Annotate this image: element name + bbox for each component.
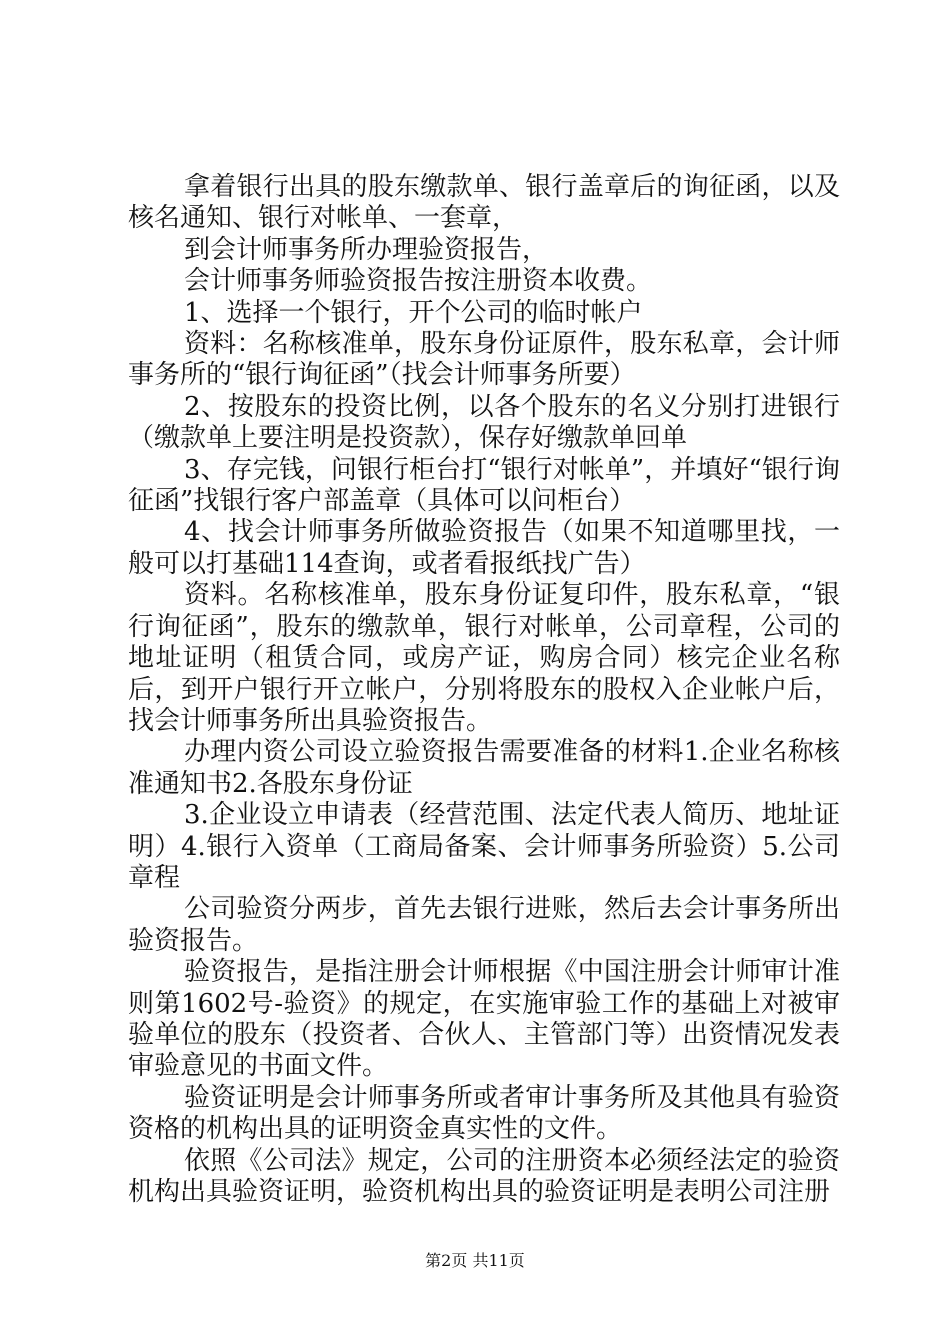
paragraph: 到会计师事务所办理验资报告， (184, 234, 549, 265)
paragraph: 拿着银行出具的股东缴款单、银行盖章后的询征函，以及核名通知、银行对帐单、一套章， (128, 172, 840, 234)
paragraph: 依照《公司法》规定，公司的注册资本必须经法定的验资机构出具验资证明，验资机构出具的验资证明是表明公司注册 (128, 1145, 840, 1207)
paragraph: 3、存完钱，问银行柜台打“银行对帐单”，并填好“银行询征函”找银行客户部盖章（具体可以问柜台） (128, 454, 840, 517)
paragraph: 资料。名称核准单，股东身份证复印件，股东私章，“银行询征函”，股东的缴款单，银行对帐单，公司章程，公司的地址证明（租赁合同，或房产证，购房合同）核完企业名称后，到开户银行开立帐户，分别将股东的股权入企业帐户后，找会计师事务所出具验资报告。 (128, 580, 840, 736)
paragraph: 2、按股东的投资比例，以各个股东的名义分别打进银行（缴款单上要注明是投资款），保存好缴款单回单 (128, 391, 840, 454)
paragraph: 验资报告，是指注册会计师根据《中国注册会计师审计准则第1602号-验资》的规定，在实施审验工作的基础上对被审验单位的股东（投资者、合伙人、主管部门等）出资情况发表审验意见的书面文件。 (128, 957, 840, 1082)
paragraph: 1、选择一个银行，开个公司的临时帐户 (184, 297, 643, 328)
page-number-footer: 第2页 共11页 (425, 1251, 525, 1270)
paragraph: 资料：名称核准单，股东身份证原件，股东私章，会计师事务所的“银行询征函”（找会计师事务所要） (128, 329, 840, 391)
paragraph: 3.企业设立申请表（经营范围、法定代表人简历、地址证明）4.银行入资单（工商局备案、会计师事务所验资）5.公司章程 (128, 800, 840, 893)
paragraph: 会计师事务师验资报告按注册资本收费。 (184, 266, 653, 297)
paragraph: 公司验资分两步，首先去银行进账，然后去会计事务所出验资报告。 (128, 894, 840, 956)
document-body (128, 172, 840, 1208)
paragraph: 办理内资公司设立验资报告需要准备的材料1.企业名称核准通知书2.各股东身份证 (128, 737, 840, 799)
paragraph: 验资证明是会计师事务所或者审计事务所及其他具有验资资格的机构出具的证明资金真实性的文件。 (128, 1082, 840, 1145)
paragraph: 4、找会计师事务所做验资报告（如果不知道哪里找，一般可以打基础114查询，或者看报纸找广告） (128, 517, 840, 579)
